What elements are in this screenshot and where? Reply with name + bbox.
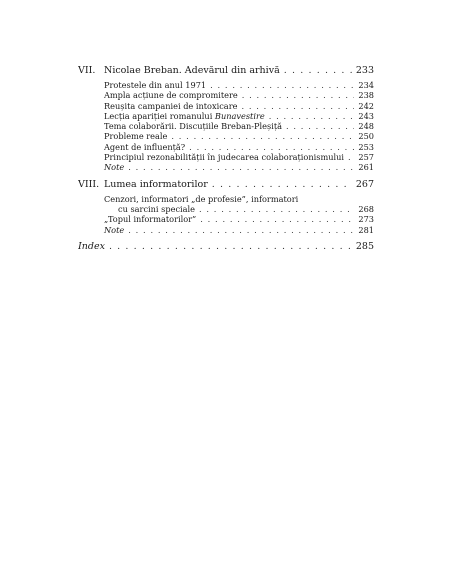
toc-entry [78, 225, 374, 235]
toc-entry [78, 101, 374, 111]
entry-title: Reușita campaniei de intoxicare [104, 100, 238, 111]
page-number: 243 [358, 110, 374, 121]
chapter-number: VII. [78, 65, 96, 76]
entry-title-line-2: cu sarcini speciale [118, 203, 195, 214]
entry-title: Principiul rezonabilității în judecarea colaboraționismului [104, 152, 344, 163]
page-number: 273 [358, 214, 374, 225]
page-number: 261 [358, 162, 374, 173]
toc-entry [78, 142, 374, 152]
toc-entry [78, 162, 374, 172]
dot-leader [242, 90, 355, 100]
page-number: 234 [358, 80, 374, 90]
dot-leader [171, 131, 354, 141]
entry-title: Ampla acțiune de compromitere [104, 90, 238, 101]
toc-entry [78, 131, 374, 141]
entry-title-prefix: Lecția apariției romanului [104, 110, 215, 121]
entry-title: Agent de influență? [104, 141, 186, 152]
page-number: 267 [355, 178, 374, 190]
toc-entry [78, 121, 374, 131]
toc-entry [78, 152, 374, 162]
dot-leader [286, 121, 354, 131]
page-number: 268 [358, 203, 374, 214]
entry-title: Note [104, 162, 125, 173]
chapter-title: Nicolae Breban. Adevărul din arhivă [104, 65, 280, 76]
entry-title-line-1: Cenzori, informatori „de profesie”, informatori [104, 193, 299, 204]
chapter-heading [78, 178, 374, 191]
entry-title: Probleme reale [104, 131, 168, 142]
entry-title: „Topul informatorilor” [104, 214, 197, 225]
dot-leader [199, 204, 354, 214]
toc-entry [78, 214, 374, 224]
page-number: 250 [358, 131, 374, 142]
dot-leader [200, 214, 354, 224]
toc-entry [78, 204, 374, 214]
page-number: 257 [358, 152, 374, 163]
page-number: 285 [355, 240, 374, 252]
page-number: 253 [358, 141, 374, 152]
dot-leader [210, 80, 354, 90]
toc-entry [78, 80, 374, 90]
entry-title [104, 111, 265, 121]
dot-leader [189, 142, 354, 152]
table-of-contents [78, 64, 374, 253]
entry-title: Protestele din anul 1971 [104, 80, 207, 90]
page-number: 281 [358, 224, 374, 235]
toc-entry [78, 111, 374, 121]
index-title: Index [78, 240, 105, 252]
dot-leader [128, 162, 354, 172]
page-number: 238 [358, 90, 374, 101]
page-number: 242 [358, 100, 374, 111]
dot-leader [212, 178, 352, 191]
novel-title: Bunavestire [214, 110, 265, 121]
dot-leader [109, 240, 352, 253]
dot-leader [128, 225, 354, 235]
entry-title: Note [104, 224, 125, 235]
chapter-number: VIII. [78, 178, 100, 190]
entry-title: Tema colaborării. Discuțiile Breban-Pleșiță [104, 121, 282, 132]
dot-leader [241, 101, 354, 111]
chapter-title: Lumea informatorilor [104, 178, 208, 190]
dot-leader [269, 111, 355, 121]
index-entry [78, 240, 374, 253]
page-number: 248 [358, 121, 374, 132]
dot-leader [284, 64, 352, 77]
page-number: 233 [355, 65, 374, 76]
dot-leader [348, 152, 354, 162]
chapter-heading [78, 64, 374, 77]
toc-entry [78, 90, 374, 100]
